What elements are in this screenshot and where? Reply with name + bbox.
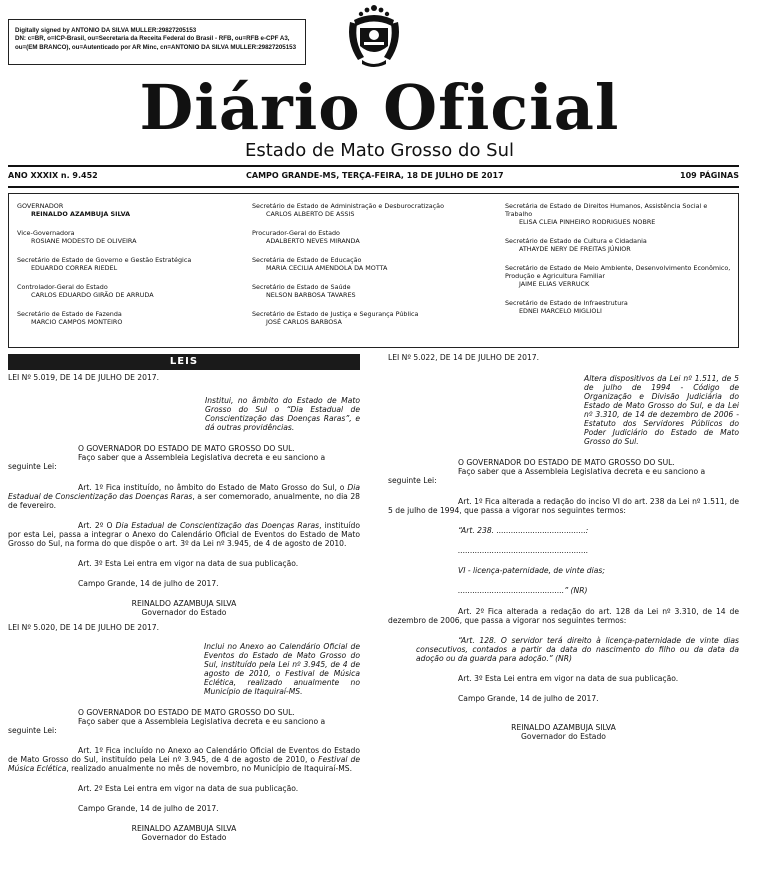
law-article-2: Art. 2º Esta Lei entra em vigor na data de sua publicação. [78,784,299,793]
signature-line-3: ou=(EM BRANCO), ou=Autenticado por AR Minc, cn=ANTONIO DA SILVA MULLER:29827205153 [15,43,297,51]
directory-entry: Secretário de Estado de Infraestrutura EDNEI MARCELO MIGLIOLI [505,299,628,315]
quoted-article: “Art. 128. O servidor terá direito à licença-paternidade de vinte dias consecutivos, contados a partir da data do nascimento do filho ou da data da adoção ou da guarda para adoção.” (NR) [416,636,739,663]
directory-column-1 [17,202,249,337]
directory-entry: GOVERNADOR REINALDO AZAMBUJA SILVA [17,202,131,218]
issue-date: CAMPO GRANDE-MS, TERÇA-FEIRA, 18 DE JULHO DE 2017 [246,171,504,180]
newspaper-subtitle: Estado de Mato Grosso do Sul [244,140,515,161]
law-article-3: Art. 3º Esta Lei entra em vigor na data de sua publicação. [78,559,299,568]
law-signer: REINALDO AZAMBUJA SILVA [131,599,237,608]
quoted-text-line: “Art. 238. .....................................: [458,526,589,535]
directory-entry: Secretário de Estado de Governo e Gestão Estratégica EDUARDO CORREA RIEDEL [17,256,192,272]
law-ementa: Institui, no âmbito do Estado de Mato Grosso do Sul o “Dia Estadual de Conscientização das Doenças Raras”, e dá outras providências. [205,396,360,432]
masthead-info-row [8,171,739,184]
law-article-2: Art. 2º Fica alterada a redação do art. 128 da Lei nº 3.310, de 14 de dezembro de 2006, que passa a vigorar nos seguintes termos: [388,607,739,625]
law-intro: Faço saber que a Assembleia Legislativa decreta e eu sanciono a [78,453,326,462]
law-signer-role: Governador do Estado [141,833,227,842]
law-signer: REINALDO AZAMBUJA SILVA [131,824,237,833]
law-ementa: Altera dispositivos da Lei nº 1.511, de 5 de julho de 1994 - Código de Organização e Divisão Judiciária do Estado de Mato Grosso do Sul, e da Lei nº 3.310, de 14 de dezembro de 2006 - Estatuto dos Servidores Públicos do Poder Judiciário do Estado de Mato Grosso do Sul. [584,374,739,446]
government-directory [8,193,739,348]
law-heading: LEI Nº 5.020, DE 14 DE JULHO DE 2017. [8,623,160,632]
directory-column-3 [505,202,733,326]
directory-entry: Procurador-Geral do Estado ADALBERTO NEVES MIRANDA [252,229,360,245]
newspaper-title: Diário Oficial [139,71,620,144]
section-header-leis: LEIS [8,354,360,370]
state-coat-of-arms-icon [340,2,408,70]
directory-entry: Secretário de Estado de Administração e Desburocratização CARLOS ALBERTO DE ASSIS [252,202,445,218]
signature-line-2: DN: c=BR, o=ICP-Brasil, ou=Secretaria da Receita Federal do Brasil - RFB, ou=RFB e-CPF A3, [15,35,290,43]
directory-entry: Secretário de Estado de Saúde NELSON BARBOSA TAVARES [252,283,356,299]
signature-line-1: Digitally signed by ANTONIO DA SILVA MULLER:29827205153 [15,27,197,34]
law-heading: LEI Nº 5.022, DE 14 DE JULHO DE 2017. [388,353,540,362]
directory-entry: Secretária de Estado de Educação MARIA CECILIA AMENDOLA DA MOTTA [252,256,388,272]
law-place-date: Campo Grande, 14 de julho de 2017. [458,694,599,703]
law-ementa: Inclui no Anexo ao Calendário Oficial de Eventos do Estado de Mato Grosso do Sul, instituído pela Lei nº 3.945, de 4 de agosto de 2010, o Festival de Música Eclética, realizado anualmente no Município de Itaquiraí-MS. [204,642,360,696]
law-intro-cont: seguinte Lei: [8,462,57,471]
directory-entry: Secretário de Estado de Fazenda MARCIO CAMPOS MONTEIRO [17,310,123,326]
quoted-text-line: VI - licença-paternidade, de vinte dias; [458,566,605,575]
law-article-2: Art. 2º O Dia Estadual de Conscientização das Doenças Raras, instituído por esta Lei, passa a integrar o Anexo do Calendário Oficial de Eventos do Estado de Mato Grosso do Sul, na forma do que dispõe o art. 3º da Lei nº 3.945, de 4 de agosto de 2010. [8,521,360,548]
law-article-1: Art. 1º Fica alterada a redação do inciso VI do art. 238 da Lei nº 1.511, de 5 de julho de 1994, que passa a vigorar nos seguintes termos: [388,497,739,515]
law-intro: Faço saber que a Assembleia Legislativa decreta e eu sanciono a [458,467,706,476]
law-governor-line: O GOVERNADOR DO ESTADO DE MATO GROSSO DO SUL. [78,708,295,717]
law-signer: REINALDO AZAMBUJA SILVA [511,723,616,732]
law-5022 [388,353,739,741]
law-place-date: Campo Grande, 14 de julho de 2017. [78,804,219,813]
law-governor-line: O GOVERNADOR DO ESTADO DE MATO GROSSO DO SUL. [458,458,675,467]
quoted-text-line: ...................................................... [458,546,589,555]
law-article-3: Art. 3º Esta Lei entra em vigor na data de sua publicação. [458,674,679,683]
law-5020 [8,623,360,842]
law-signer-role: Governador do Estado [521,732,606,741]
directory-entry: Vice-Governadora ROSIANE MODESTO DE OLIVEIRA [17,229,137,245]
law-article-1: Art. 1º Fica incluído no Anexo ao Calendário Oficial de Eventos do Estado de Mato Grosso do Sul, instituído pela Lei nº 3.945, de 4 de agosto de 2010, o Festival de Música Eclética, realizado anualmente no mês de novembro, no Município de Itaquiraí-MS. [8,746,361,773]
masthead-bottom-rule [8,186,739,188]
law-place-date: Campo Grande, 14 de julho de 2017. [78,579,219,588]
law-article-1: Art. 1º Fica instituído, no âmbito do Estado de Mato Grosso do Sul, o Dia Estadual de Conscientização das Doenças Raras, a ser comemorado, anualmente, no dia 28 de fevereiro. [8,483,361,510]
law-intro-cont: seguinte Lei: [388,476,437,485]
directory-column-2 [252,202,502,337]
edition-number: ANO XXXIX n. 9.452 [8,171,98,180]
directory-entry: Secretário de Estado de Cultura e Cidadania ATHAYDE NERY DE FREITAS JÚNIOR [505,237,647,253]
directory-entry: Secretário de Estado de Meio Ambiente, Desenvolvimento Econômico, Produção e Agricultura Familiar JAIME ELIAS VERRUCK [505,264,731,288]
page-count: 109 PÁGINAS [680,171,739,180]
law-5019 [8,373,360,617]
directory-entry: Secretária de Estado de Direitos Humanos, Assistência Social e Trabalho ELISA CLEIA PINHEIRO RODRIGUES NOBRE [505,202,708,226]
law-intro-cont: seguinte Lei: [8,726,57,735]
law-heading: LEI Nº 5.019, DE 14 DE JULHO DE 2017. [8,373,160,382]
law-governor-line: O GOVERNADOR DO ESTADO DE MATO GROSSO DO SUL. [78,444,295,453]
law-intro: Faço saber que a Assembleia Legislativa decreta e eu sanciono a [78,717,326,726]
directory-entry: Secretário de Estado de Justiça e Segurança Pública JOSÉ CARLOS BARBOSA [252,310,419,326]
directory-entry: Controlador-Geral do Estado CARLOS EDUARDO GIRÃO DE ARRUDA [17,283,154,299]
quoted-text-line: ............................................” (NR) [458,586,588,595]
masthead-top-rule [8,165,739,167]
law-signer-role: Governador do Estado [141,608,227,617]
digital-signature-box [8,19,306,65]
